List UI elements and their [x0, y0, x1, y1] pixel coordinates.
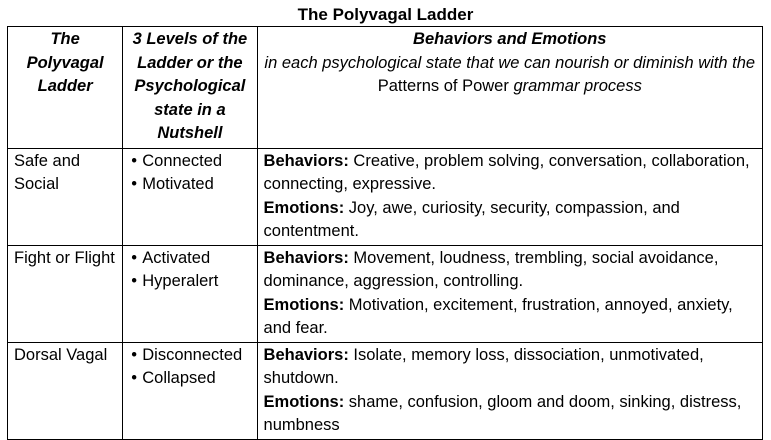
table-row-fight-flight	[8, 245, 763, 342]
behaviors-text: Creative, problem solving, conversation, collaboration, connecting, expressive.	[263, 151, 750, 193]
state-cell: Dorsal Vagal	[8, 342, 123, 439]
levels-list	[129, 344, 250, 391]
emotions-text: Joy, awe, curiosity, security, compassion, and contentment.	[263, 198, 680, 240]
level-item: • Motivated	[129, 173, 250, 197]
emotions-label: Emotions:	[263, 198, 345, 217]
emotions-text: shame, confusion, gloom and doom, sinking, distress, numbness	[263, 392, 742, 434]
behaviors-label: Behaviors:	[263, 151, 349, 170]
table-row-safe-social	[8, 148, 763, 245]
emotions-label: Emotions:	[263, 295, 345, 314]
level-item: • Collapsed	[129, 367, 250, 391]
levels-list	[129, 150, 250, 197]
level-item: • Hyperalert	[129, 270, 250, 294]
table-row-dorsal-vagal	[8, 342, 763, 439]
behaviors-label: Behaviors:	[263, 345, 349, 364]
behaviors-text: Movement, loudness, trembling, social avoidance, dominance, aggression, controlling.	[263, 248, 719, 290]
header-behaviors-emotions	[257, 27, 762, 149]
levels-cell	[123, 342, 257, 439]
level-item: • Disconnected	[129, 344, 250, 368]
header-polyvagal-ladder: The Polyvagal Ladder	[8, 27, 123, 149]
description-cell	[257, 245, 762, 342]
emotions-label: Emotions:	[263, 392, 345, 411]
level-item: • Activated	[129, 247, 250, 271]
levels-cell	[123, 245, 257, 342]
emotions-line	[264, 294, 756, 341]
levels-list	[129, 247, 250, 294]
header-behaviors-emotions-subtitle: in each psychological state that we can nourish or diminish with the	[264, 53, 756, 72]
state-cell: Safe and Social	[8, 148, 123, 245]
behaviors-line	[264, 344, 756, 391]
emotions-text: Motivation, excitement, frustration, annoyed, anxiety, and fear.	[263, 295, 733, 337]
levels-cell	[123, 148, 257, 245]
header-grammar-process-line	[264, 75, 756, 99]
header-behaviors-emotions-title: Behaviors and Emotions	[413, 30, 607, 48]
polyvagal-table	[7, 26, 763, 440]
description-cell	[257, 148, 762, 245]
behaviors-line	[264, 150, 756, 197]
state-cell: Fight or Flight	[8, 245, 123, 342]
behaviors-text: Isolate, memory loss, dissociation, unmotivated, shutdown.	[263, 345, 704, 387]
document-title: The Polyvagal Ladder	[297, 5, 474, 24]
emotions-line	[264, 197, 756, 244]
header-levels: 3 Levels of the Ladder or the Psychological state in a Nutshell	[123, 27, 257, 149]
behaviors-line	[264, 247, 756, 294]
header-patterns-of-power: Patterns of Power	[377, 77, 509, 95]
emotions-line	[264, 391, 756, 438]
table-header-row	[8, 27, 763, 149]
header-grammar-process: grammar process	[513, 77, 642, 95]
behaviors-label: Behaviors:	[263, 248, 349, 267]
level-item: • Connected	[129, 150, 250, 174]
description-cell	[257, 342, 762, 439]
